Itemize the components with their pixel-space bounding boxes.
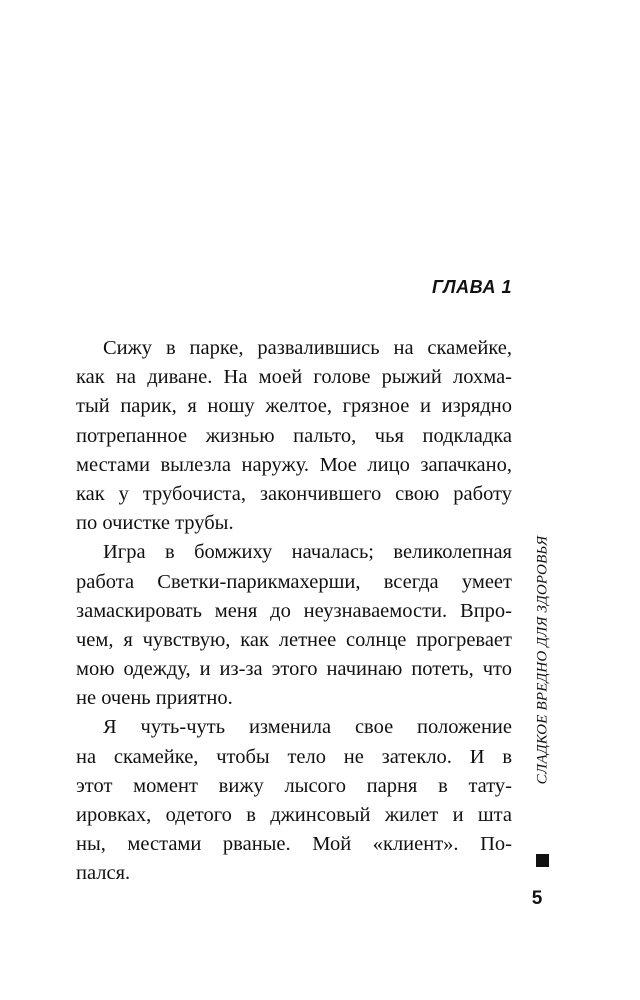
text-line: по очистке трубы. <box>76 512 234 535</box>
square-marker-icon <box>536 854 549 867</box>
text-line: ировках, одетого в джинсовый жилет и шта <box>76 804 512 826</box>
text-line: как на диване. На моей голове рыжий лохма- <box>76 366 512 389</box>
text-line: не очень приятно. <box>76 687 233 710</box>
text-line: чем, я чувствую, как летнее солнце прогревает <box>76 628 512 651</box>
text-line: Игра в бомжиху началась; великолепная <box>103 541 512 564</box>
text-line: этот момент вижу лысого парня в тату- <box>76 774 512 797</box>
text-line: на скамейке, чтобы тело не затекло. И в <box>76 745 512 768</box>
text-line: потрепанное жизнью пальто, чья подкладка <box>76 424 512 447</box>
text-line: тый парик, я ношу желтое, грязное и изрядно <box>76 395 512 418</box>
text-line: ны, местами рваные. Мой «клиент». По- <box>76 833 512 856</box>
text-line: работа Светки-парикмахерши, всегда умеет <box>76 570 512 593</box>
running-title <box>531 535 555 785</box>
chapter-heading: ГЛАВА 1 <box>432 277 512 297</box>
text-line: мою одежду, и из-за этого начинаю потеть, что <box>76 658 512 681</box>
text-line: как у трубочиста, закончившего свою работу <box>76 482 512 505</box>
text-line: Сижу в парке, развалившись на скамейке, <box>103 337 512 359</box>
text-line: замаскировать меня до неузнаваемости. Впро- <box>76 599 512 622</box>
page-number: 5 <box>531 888 543 909</box>
chapter-body-text <box>76 334 512 889</box>
text-line: местами вылезла наружу. Мое лицо запачкано, <box>76 453 512 476</box>
running-title-text: СЛАДКОЕ ВРЕДНО ДЛЯ ЗДОРОВЬЯ <box>534 535 551 785</box>
text-line: Я чуть-чуть изменила свое положение <box>103 716 512 739</box>
text-line: пался. <box>76 862 131 885</box>
